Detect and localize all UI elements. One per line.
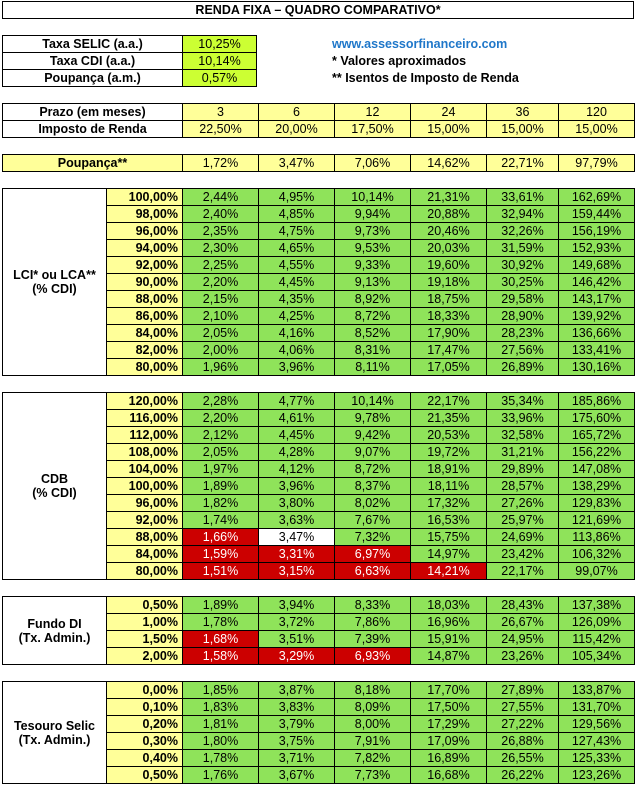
table-row <box>3 393 635 410</box>
value-cell: 2,28% <box>183 393 259 410</box>
cdi-value[interactable]: 10,14% <box>183 53 257 70</box>
value-cell: 18,33% <box>411 308 487 325</box>
ir-row <box>3 121 635 138</box>
value-cell: 3,94% <box>259 597 335 614</box>
value-cell: 17,05% <box>411 359 487 376</box>
rate-cell: 98,00% <box>107 206 183 223</box>
value-cell: 3,47% <box>259 529 335 546</box>
value-cell: 7,82% <box>335 750 411 767</box>
value-cell: 4,25% <box>259 308 335 325</box>
value-cell: 32,26% <box>487 223 559 240</box>
value-cell: 19,72% <box>411 444 487 461</box>
value-cell: 8,18% <box>335 682 411 699</box>
rate-cell: 96,00% <box>107 495 183 512</box>
ir-cell: 22,50% <box>183 121 259 138</box>
value-cell: 18,91% <box>411 461 487 478</box>
value-cell: 113,86% <box>559 529 635 546</box>
value-cell: 20,46% <box>411 223 487 240</box>
value-cell: 2,20% <box>183 274 259 291</box>
value-cell: 22,17% <box>411 393 487 410</box>
value-cell: 1,58% <box>183 648 259 665</box>
value-cell: 3,87% <box>259 682 335 699</box>
rate-cell: 92,00% <box>107 512 183 529</box>
page-title: RENDA FIXA – QUADRO COMPARATIVO* <box>3 2 634 19</box>
value-cell: 8,00% <box>335 716 411 733</box>
cdi-label: Taxa CDI (a.a.) <box>3 53 183 70</box>
rate-cell: 100,00% <box>107 478 183 495</box>
value-cell: 28,90% <box>487 308 559 325</box>
value-cell: 19,60% <box>411 257 487 274</box>
value-cell: 31,59% <box>487 240 559 257</box>
ir-cell: 15,00% <box>411 121 487 138</box>
value-cell: 126,09% <box>559 614 635 631</box>
value-cell: 8,37% <box>335 478 411 495</box>
prazo-table <box>2 103 635 138</box>
value-cell: 99,07% <box>559 563 635 580</box>
prazo-cell: 3 <box>183 104 259 121</box>
value-cell: 2,20% <box>183 410 259 427</box>
value-cell: 4,06% <box>259 342 335 359</box>
value-cell: 20,53% <box>411 427 487 444</box>
value-cell: 33,96% <box>487 410 559 427</box>
value-cell: 1,89% <box>183 597 259 614</box>
value-cell: 15,91% <box>411 631 487 648</box>
value-cell: 23,26% <box>487 648 559 665</box>
value-cell: 2,00% <box>183 342 259 359</box>
value-cell: 24,69% <box>487 529 559 546</box>
value-cell: 2,30% <box>183 240 259 257</box>
value-cell: 4,35% <box>259 291 335 308</box>
value-cell: 21,35% <box>411 410 487 427</box>
rate-cell: 86,00% <box>107 308 183 325</box>
value-cell: 9,07% <box>335 444 411 461</box>
poupanca-rate-label: Poupança (a.m.) <box>3 70 183 87</box>
site-link[interactable]: www.assessorfinanceiro.com <box>332 37 508 51</box>
rate-cell: 88,00% <box>107 291 183 308</box>
value-cell: 129,56% <box>559 716 635 733</box>
value-cell: 8,72% <box>335 461 411 478</box>
value-cell: 27,55% <box>487 699 559 716</box>
rate-cell: 88,00% <box>107 529 183 546</box>
value-cell: 3,67% <box>259 767 335 784</box>
value-cell: 7,91% <box>335 733 411 750</box>
value-cell: 1,96% <box>183 359 259 376</box>
value-cell: 159,44% <box>559 206 635 223</box>
value-cell: 18,75% <box>411 291 487 308</box>
rate-cell: 96,00% <box>107 223 183 240</box>
value-cell: 1,80% <box>183 733 259 750</box>
value-cell: 27,56% <box>487 342 559 359</box>
value-cell: 4,45% <box>259 427 335 444</box>
table-row <box>3 597 635 614</box>
rate-row-poupanca <box>3 70 257 87</box>
value-cell: 131,70% <box>559 699 635 716</box>
value-cell: 17,32% <box>411 495 487 512</box>
value-cell: 8,09% <box>335 699 411 716</box>
fundo-label-line2: (Tx. Admin.) <box>18 630 91 645</box>
value-cell: 2,05% <box>183 325 259 342</box>
note-approx: * Valores aproximados <box>332 54 467 68</box>
rates-table <box>2 35 257 87</box>
value-cell: 146,42% <box>559 274 635 291</box>
rate-cell: 116,00% <box>107 410 183 427</box>
ir-cell: 15,00% <box>487 121 559 138</box>
value-cell: 26,89% <box>487 359 559 376</box>
value-cell: 1,83% <box>183 699 259 716</box>
poupanca-cell: 1,72% <box>183 155 259 172</box>
rate-cell: 2,00% <box>107 648 183 665</box>
value-cell: 16,89% <box>411 750 487 767</box>
selic-value[interactable]: 10,25% <box>183 36 257 53</box>
fundo-label-line1: Fundo DI <box>27 616 82 631</box>
tesouro-table <box>2 681 635 784</box>
prazo-cell: 24 <box>411 104 487 121</box>
cdb-table <box>2 392 635 580</box>
rate-cell: 80,00% <box>107 563 183 580</box>
value-cell: 6,97% <box>335 546 411 563</box>
value-cell: 9,78% <box>335 410 411 427</box>
note-exempt: ** Isentos de Imposto de Renda <box>332 71 519 85</box>
value-cell: 106,32% <box>559 546 635 563</box>
value-cell: 8,92% <box>335 291 411 308</box>
tesouro-label-line1: Tesouro Selic <box>13 718 96 733</box>
value-cell: 137,38% <box>559 597 635 614</box>
value-cell: 4,12% <box>259 461 335 478</box>
value-cell: 127,43% <box>559 733 635 750</box>
prazo-cell: 12 <box>335 104 411 121</box>
value-cell: 129,83% <box>559 495 635 512</box>
value-cell: 23,42% <box>487 546 559 563</box>
value-cell: 1,51% <box>183 563 259 580</box>
prazo-cell: 120 <box>559 104 635 121</box>
poupanca-row <box>3 155 635 172</box>
rate-cell: 94,00% <box>107 240 183 257</box>
value-cell: 21,31% <box>411 189 487 206</box>
rate-cell: 100,00% <box>107 189 183 206</box>
rate-cell: 82,00% <box>107 342 183 359</box>
value-cell: 1,78% <box>183 750 259 767</box>
value-cell: 20,88% <box>411 206 487 223</box>
value-cell: 4,77% <box>259 393 335 410</box>
value-cell: 7,73% <box>335 767 411 784</box>
value-cell: 31,21% <box>487 444 559 461</box>
value-cell: 16,68% <box>411 767 487 784</box>
value-cell: 8,31% <box>335 342 411 359</box>
value-cell: 26,22% <box>487 767 559 784</box>
poupanca-cell: 97,79% <box>559 155 635 172</box>
value-cell: 4,28% <box>259 444 335 461</box>
value-cell: 15,75% <box>411 529 487 546</box>
value-cell: 9,33% <box>335 257 411 274</box>
value-cell: 133,41% <box>559 342 635 359</box>
value-cell: 152,93% <box>559 240 635 257</box>
value-cell: 28,57% <box>487 478 559 495</box>
value-cell: 185,86% <box>559 393 635 410</box>
value-cell: 147,08% <box>559 461 635 478</box>
value-cell: 8,11% <box>335 359 411 376</box>
rate-cell: 0,10% <box>107 699 183 716</box>
value-cell: 165,72% <box>559 427 635 444</box>
fundo-table <box>2 596 635 665</box>
tesouro-section-label <box>3 682 107 784</box>
rate-cell: 0,50% <box>107 597 183 614</box>
value-cell: 4,45% <box>259 274 335 291</box>
value-cell: 3,96% <box>259 359 335 376</box>
value-cell: 32,94% <box>487 206 559 223</box>
value-cell: 123,26% <box>559 767 635 784</box>
value-cell: 28,23% <box>487 325 559 342</box>
rate-cell: 0,50% <box>107 767 183 784</box>
value-cell: 121,69% <box>559 512 635 529</box>
value-cell: 3,51% <box>259 631 335 648</box>
rate-cell: 90,00% <box>107 274 183 291</box>
value-cell: 4,95% <box>259 189 335 206</box>
value-cell: 16,96% <box>411 614 487 631</box>
poupanca-cell: 14,62% <box>411 155 487 172</box>
value-cell: 3,72% <box>259 614 335 631</box>
value-cell: 3,79% <box>259 716 335 733</box>
value-cell: 115,42% <box>559 631 635 648</box>
rate-cell: 0,30% <box>107 733 183 750</box>
value-cell: 17,47% <box>411 342 487 359</box>
prazo-row <box>3 104 635 121</box>
rate-cell: 108,00% <box>107 444 183 461</box>
value-cell: 1,76% <box>183 767 259 784</box>
value-cell: 26,67% <box>487 614 559 631</box>
value-cell: 138,29% <box>559 478 635 495</box>
value-cell: 17,29% <box>411 716 487 733</box>
value-cell: 3,83% <box>259 699 335 716</box>
value-cell: 20,03% <box>411 240 487 257</box>
value-cell: 3,71% <box>259 750 335 767</box>
prazo-label: Prazo (em meses) <box>3 104 183 121</box>
value-cell: 1,78% <box>183 614 259 631</box>
value-cell: 27,22% <box>487 716 559 733</box>
value-cell: 156,22% <box>559 444 635 461</box>
value-cell: 7,67% <box>335 512 411 529</box>
value-cell: 30,92% <box>487 257 559 274</box>
rate-cell: 120,00% <box>107 393 183 410</box>
value-cell: 143,17% <box>559 291 635 308</box>
rate-cell: 104,00% <box>107 461 183 478</box>
table-row <box>3 189 635 206</box>
value-cell: 9,53% <box>335 240 411 257</box>
value-cell: 3,96% <box>259 478 335 495</box>
value-cell: 2,05% <box>183 444 259 461</box>
value-cell: 1,81% <box>183 716 259 733</box>
value-cell: 8,72% <box>335 308 411 325</box>
value-cell: 1,66% <box>183 529 259 546</box>
value-cell: 9,13% <box>335 274 411 291</box>
rate-cell: 0,00% <box>107 682 183 699</box>
value-cell: 125,33% <box>559 750 635 767</box>
value-cell: 1,89% <box>183 478 259 495</box>
value-cell: 17,50% <box>411 699 487 716</box>
value-cell: 17,09% <box>411 733 487 750</box>
value-cell: 130,16% <box>559 359 635 376</box>
selic-label: Taxa SELIC (a.a.) <box>3 36 183 53</box>
ir-cell: 17,50% <box>335 121 411 138</box>
value-cell: 8,52% <box>335 325 411 342</box>
value-cell: 28,43% <box>487 597 559 614</box>
value-cell: 14,87% <box>411 648 487 665</box>
cdb-label-line2: (% CDI) <box>32 486 77 500</box>
value-cell: 162,69% <box>559 189 635 206</box>
value-cell: 29,89% <box>487 461 559 478</box>
value-cell: 18,03% <box>411 597 487 614</box>
value-cell: 1,74% <box>183 512 259 529</box>
value-cell: 4,65% <box>259 240 335 257</box>
ir-cell: 15,00% <box>559 121 635 138</box>
value-cell: 4,85% <box>259 206 335 223</box>
value-cell: 9,42% <box>335 427 411 444</box>
value-cell: 2,40% <box>183 206 259 223</box>
rate-row-cdi <box>3 53 257 70</box>
value-cell: 7,39% <box>335 631 411 648</box>
fundo-section-label <box>3 597 107 665</box>
rate-cell: 1,00% <box>107 614 183 631</box>
value-cell: 26,55% <box>487 750 559 767</box>
value-cell: 25,97% <box>487 512 559 529</box>
value-cell: 4,61% <box>259 410 335 427</box>
value-cell: 4,75% <box>259 223 335 240</box>
value-cell: 10,14% <box>335 393 411 410</box>
poupanca-table <box>2 154 635 172</box>
value-cell: 9,94% <box>335 206 411 223</box>
value-cell: 17,90% <box>411 325 487 342</box>
title-table <box>2 1 634 19</box>
rate-cell: 84,00% <box>107 325 183 342</box>
cdb-section-label <box>3 393 107 580</box>
value-cell: 27,89% <box>487 682 559 699</box>
value-cell: 1,68% <box>183 631 259 648</box>
poupanca-rate-value[interactable]: 0,57% <box>183 70 257 87</box>
value-cell: 9,73% <box>335 223 411 240</box>
value-cell: 149,68% <box>559 257 635 274</box>
value-cell: 4,16% <box>259 325 335 342</box>
poupanca-cell: 22,71% <box>487 155 559 172</box>
value-cell: 3,75% <box>259 733 335 750</box>
value-cell: 7,86% <box>335 614 411 631</box>
value-cell: 139,92% <box>559 308 635 325</box>
lci-label-line2: (% CDI) <box>32 282 77 296</box>
value-cell: 6,63% <box>335 563 411 580</box>
value-cell: 6,93% <box>335 648 411 665</box>
value-cell: 105,34% <box>559 648 635 665</box>
value-cell: 3,15% <box>259 563 335 580</box>
value-cell: 1,97% <box>183 461 259 478</box>
value-cell: 3,63% <box>259 512 335 529</box>
value-cell: 3,80% <box>259 495 335 512</box>
value-cell: 3,29% <box>259 648 335 665</box>
prazo-cell: 36 <box>487 104 559 121</box>
value-cell: 1,82% <box>183 495 259 512</box>
value-cell: 2,25% <box>183 257 259 274</box>
rate-cell: 0,20% <box>107 716 183 733</box>
cdb-label-line1: CDB <box>40 472 69 486</box>
value-cell: 16,53% <box>411 512 487 529</box>
value-cell: 1,85% <box>183 682 259 699</box>
value-cell: 32,58% <box>487 427 559 444</box>
rate-cell: 84,00% <box>107 546 183 563</box>
value-cell: 2,35% <box>183 223 259 240</box>
value-cell: 156,19% <box>559 223 635 240</box>
value-cell: 17,70% <box>411 682 487 699</box>
value-cell: 2,10% <box>183 308 259 325</box>
value-cell: 175,60% <box>559 410 635 427</box>
lci-section-label <box>3 189 107 376</box>
value-cell: 22,17% <box>487 563 559 580</box>
value-cell: 18,11% <box>411 478 487 495</box>
value-cell: 2,12% <box>183 427 259 444</box>
rate-cell: 80,00% <box>107 359 183 376</box>
rate-cell: 112,00% <box>107 427 183 444</box>
prazo-cell: 6 <box>259 104 335 121</box>
rate-row-selic <box>3 36 257 53</box>
lci-label-line1: LCI* ou LCA** <box>13 268 96 282</box>
rate-cell: 92,00% <box>107 257 183 274</box>
value-cell: 14,97% <box>411 546 487 563</box>
value-cell: 26,88% <box>487 733 559 750</box>
poupanca-cell: 7,06% <box>335 155 411 172</box>
value-cell: 29,58% <box>487 291 559 308</box>
value-cell: 1,59% <box>183 546 259 563</box>
value-cell: 35,34% <box>487 393 559 410</box>
value-cell: 14,21% <box>411 563 487 580</box>
value-cell: 10,14% <box>335 189 411 206</box>
value-cell: 24,95% <box>487 631 559 648</box>
rate-cell: 1,50% <box>107 631 183 648</box>
value-cell: 7,32% <box>335 529 411 546</box>
value-cell: 8,33% <box>335 597 411 614</box>
value-cell: 30,25% <box>487 274 559 291</box>
rate-cell: 0,40% <box>107 750 183 767</box>
lci-table <box>2 188 635 376</box>
tesouro-label-line2: (Tx. Admin.) <box>18 732 91 747</box>
value-cell: 2,15% <box>183 291 259 308</box>
value-cell: 8,02% <box>335 495 411 512</box>
value-cell: 33,61% <box>487 189 559 206</box>
value-cell: 4,55% <box>259 257 335 274</box>
value-cell: 3,31% <box>259 546 335 563</box>
ir-cell: 20,00% <box>259 121 335 138</box>
value-cell: 27,26% <box>487 495 559 512</box>
ir-label: Imposto de Renda <box>3 121 183 138</box>
table-row <box>3 682 635 699</box>
poupanca-label: Poupança** <box>3 155 183 172</box>
value-cell: 2,44% <box>183 189 259 206</box>
value-cell: 133,87% <box>559 682 635 699</box>
value-cell: 19,18% <box>411 274 487 291</box>
poupanca-cell: 3,47% <box>259 155 335 172</box>
value-cell: 136,66% <box>559 325 635 342</box>
